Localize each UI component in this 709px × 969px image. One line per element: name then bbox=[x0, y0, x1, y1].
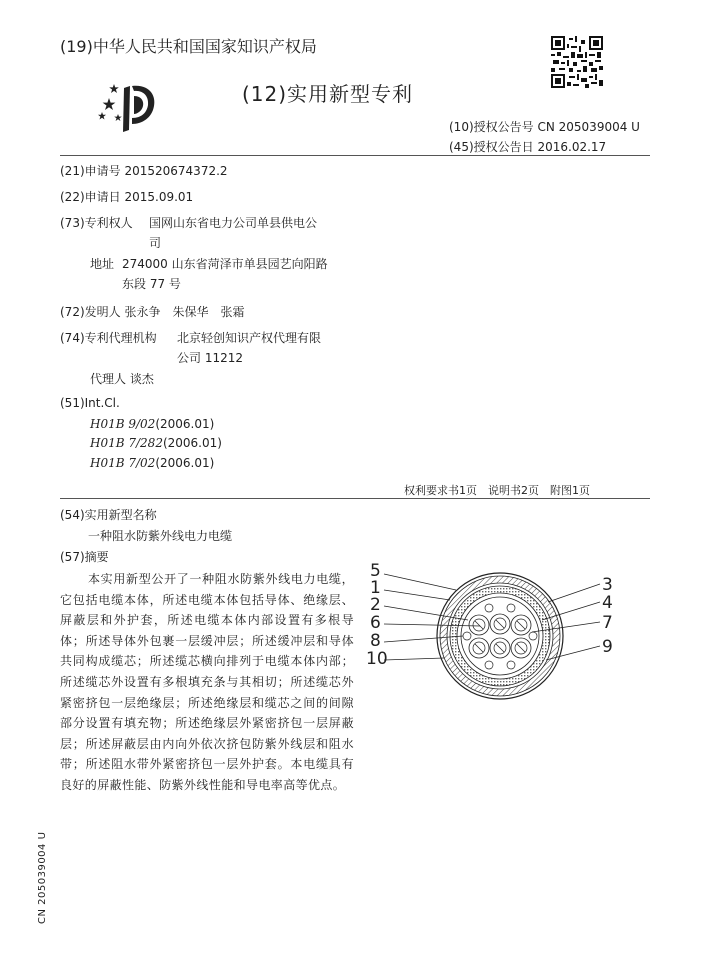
application-date-row bbox=[60, 188, 193, 205]
ipc-year: (2006.01) bbox=[155, 456, 215, 470]
ipc-label: (51)Int.Cl. bbox=[60, 396, 120, 410]
figure-label-8: 8 bbox=[370, 631, 381, 651]
address-label: 地址 bbox=[90, 257, 115, 271]
agency-label: (74)专利代理机构 bbox=[60, 331, 157, 345]
figure-label-10: 10 bbox=[366, 649, 388, 669]
ipc-code: H01B 7/282 bbox=[90, 436, 163, 450]
cnipa-logo-icon bbox=[96, 78, 158, 134]
figure-label-6: 6 bbox=[370, 613, 381, 633]
qr-code-icon bbox=[551, 36, 603, 88]
utility-model-title-label: (54)实用新型名称 bbox=[60, 508, 157, 522]
utility-model-title: 一种阻水防紫外线电力电缆 bbox=[88, 529, 233, 543]
figure-label-3: 3 bbox=[602, 575, 613, 595]
figure-label-7: 7 bbox=[602, 613, 613, 633]
figure-label-4: 4 bbox=[602, 593, 613, 613]
address-line-1: 274000 山东省菏泽市单县园艺向阳路 bbox=[122, 257, 328, 271]
side-publication-number: CN 205039004 U bbox=[37, 831, 48, 924]
inventors-label: (72)发明人 bbox=[60, 305, 121, 319]
ipc-entry bbox=[90, 436, 222, 450]
agency-line-2: 公司 11212 bbox=[177, 351, 243, 365]
inventors: 张永争 朱保华 张霜 bbox=[124, 305, 245, 319]
ipc-year: (2006.01) bbox=[162, 436, 222, 450]
grant-number: CN 205039004 U bbox=[537, 120, 640, 134]
patentee-label: (73)专利权人 bbox=[60, 216, 133, 230]
grant-date: 2016.02.17 bbox=[537, 140, 607, 154]
ipc-code: H01B 7/02 bbox=[90, 456, 156, 470]
grant-number-row bbox=[449, 118, 640, 135]
grant-date-row bbox=[449, 138, 606, 155]
figure-label-5: 5 bbox=[370, 561, 381, 581]
address-line-2: 东段 77 号 bbox=[122, 277, 181, 291]
application-date-label: (22)申请日 bbox=[60, 190, 121, 204]
agent-row bbox=[90, 370, 154, 387]
ipc-year: (2006.01) bbox=[155, 417, 215, 431]
ipc-code: H01B 9/02 bbox=[90, 417, 156, 431]
application-number-label: (21)申请号 bbox=[60, 164, 121, 178]
agent: 谈杰 bbox=[129, 372, 154, 386]
header-divider bbox=[60, 155, 650, 156]
ipc-entry bbox=[90, 456, 214, 470]
application-number-row bbox=[60, 162, 228, 179]
application-date: 2015.09.01 bbox=[124, 190, 194, 204]
agency-line-1: 北京轻创知识产权代理有限 bbox=[177, 331, 322, 345]
patentee-line-2: 司 bbox=[149, 236, 162, 250]
cable-drawing bbox=[437, 573, 563, 699]
figure-label-9: 9 bbox=[602, 637, 613, 657]
agent-label: 代理人 bbox=[90, 372, 127, 386]
inventors-row bbox=[60, 303, 244, 320]
document-type: (12)实用新型专利 bbox=[242, 82, 414, 106]
grant-date-label: (45)授权公告日 bbox=[449, 140, 534, 154]
application-number: 201520674372.2 bbox=[124, 164, 228, 178]
page-count: 权利要求书1页 说明书2页 附图1页 bbox=[404, 484, 590, 497]
figure-label-2: 2 bbox=[370, 595, 381, 615]
cable-cross-section-figure bbox=[364, 560, 654, 710]
abstract-label: (57)摘要 bbox=[60, 550, 109, 564]
figure-label-1: 1 bbox=[370, 578, 381, 598]
patentee-line-1: 国网山东省电力公司单县供电公 bbox=[149, 216, 318, 230]
ipc-entry bbox=[90, 417, 214, 431]
abstract-divider bbox=[60, 498, 650, 499]
abstract-text: 本实用新型公开了一种阻水防紫外线电力电缆，它包括电缆本体，所述电缆本体包括导体、绝缘层、屏蔽层和外护套，所述电缆本体内部设置有多根导体；所述导体外包裹一层缓冲层；所述缓冲层和导体共同构成缆芯；所述缆芯横向排列于电缆本体内部；所述缆芯外设置有多根填充条与其相切；所述缆芯外紧密挤包一层绝缘层；所述绝缘层和缆芯之间的间隙部分设置有填充物；所述绝缘层外紧密挤包一层屏蔽层；所述屏蔽层由内向外依次挤包防紫外线层和阻水带；所述阻水带外紧密挤包一层外护套。本电缆具有良好的屏蔽性能、防紫外线性能和导电率高等优点。 bbox=[60, 572, 354, 792]
issuing-office: (19)中华人民共和国国家知识产权局 bbox=[60, 37, 317, 56]
grant-number-label: (10)授权公告号 bbox=[449, 120, 534, 134]
